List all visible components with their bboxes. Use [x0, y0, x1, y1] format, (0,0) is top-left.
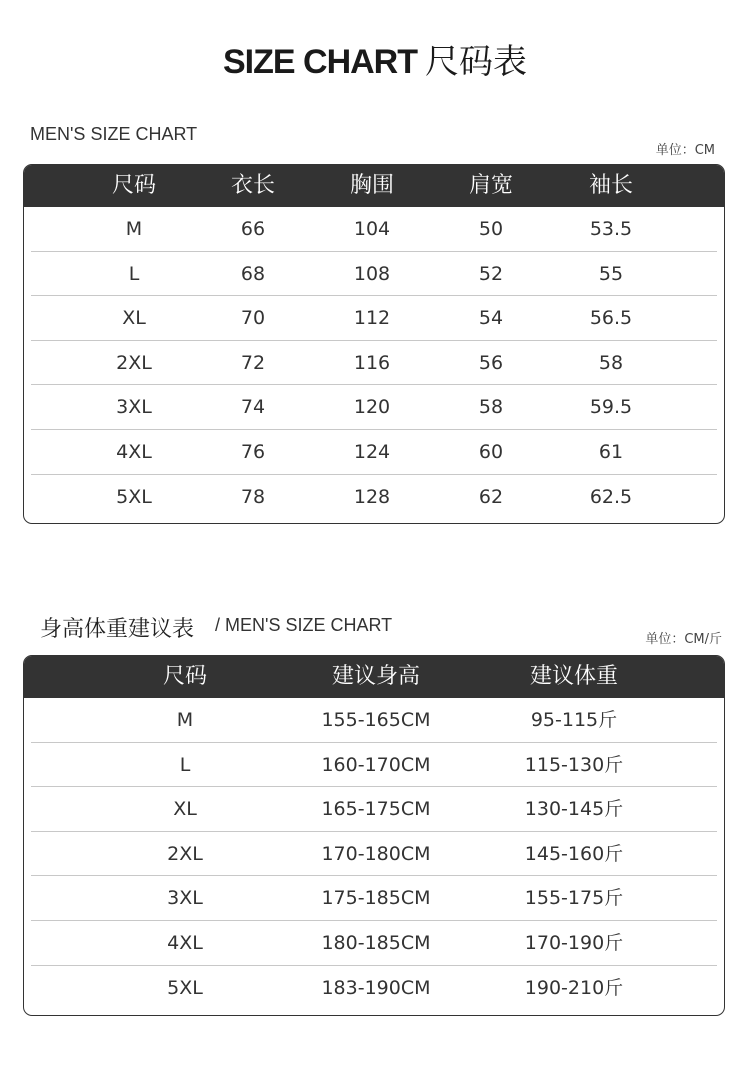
- table-cell: XL: [122, 307, 146, 330]
- table-cell: 62.5: [589, 485, 633, 508]
- column-header: 尺码: [162, 664, 207, 689]
- table-row: [31, 743, 717, 788]
- table-cell: 2XL: [116, 351, 152, 374]
- column-header: 尺码: [111, 173, 156, 198]
- size-chart-header-row: [24, 165, 724, 207]
- size-chart-subtitle: MEN'S SIZE CHART: [30, 124, 198, 144]
- table-cell: 54: [478, 307, 504, 330]
- column-header: 胸围: [349, 173, 394, 198]
- title-en: SIZE CHART: [223, 43, 417, 81]
- table-cell: 78: [240, 485, 266, 508]
- column-header: 衣长: [230, 173, 275, 198]
- table-cell: 130-145斤: [524, 798, 624, 821]
- column-header: 袖长: [588, 173, 633, 198]
- table-cell: L: [179, 753, 191, 776]
- table-cell: 58: [598, 351, 624, 374]
- table-row: [31, 832, 717, 877]
- table-cell: 55: [598, 262, 624, 285]
- table-row: [31, 787, 717, 832]
- table-cell: 56: [478, 351, 504, 374]
- table-cell: 53.5: [589, 218, 633, 240]
- table-row: [31, 698, 717, 743]
- recommend-chart-table: [23, 655, 725, 1016]
- table-cell: 68: [240, 262, 266, 285]
- table-cell: 170-190斤: [524, 931, 624, 954]
- table-row: [31, 876, 717, 921]
- table-cell: 104: [353, 218, 391, 240]
- size-chart-table: [23, 164, 725, 524]
- table-row: [31, 921, 717, 966]
- recommend-chart-subtitle-cn: 身高体重建议表: [40, 617, 195, 642]
- table-row: [31, 966, 717, 1011]
- table-cell: 76: [240, 440, 266, 463]
- table-cell: 56.5: [589, 307, 633, 330]
- table-cell: 175-185CM: [321, 887, 431, 910]
- title-cn: 尺码表: [425, 42, 527, 82]
- table-cell: 155-165CM: [321, 709, 431, 731]
- table-cell: L: [128, 262, 140, 285]
- page-title: [0, 34, 750, 83]
- table-cell: M: [125, 218, 143, 240]
- table-cell: 61: [598, 440, 624, 463]
- table-row: [31, 207, 717, 252]
- table-cell: 72: [240, 351, 266, 374]
- table-cell: 58: [478, 396, 504, 419]
- column-header: 肩宽: [468, 173, 513, 198]
- column-header: 建议体重: [529, 664, 618, 689]
- table-cell: 128: [353, 485, 391, 508]
- table-cell: 183-190CM: [321, 976, 431, 999]
- table-cell: 95-115斤: [530, 709, 618, 731]
- table-cell: 108: [353, 262, 391, 285]
- table-cell: 50: [478, 218, 504, 240]
- table-cell: 155-175斤: [524, 887, 624, 910]
- table-cell: 2XL: [167, 842, 203, 865]
- table-cell: 190-210斤: [524, 976, 624, 999]
- table-cell: 160-170CM: [321, 753, 431, 776]
- table-row: [31, 341, 717, 386]
- table-row: [31, 252, 717, 297]
- table-cell: 70: [240, 307, 266, 330]
- table-cell: 3XL: [116, 396, 152, 419]
- table-cell: 62: [478, 485, 504, 508]
- table-row: [31, 296, 717, 341]
- table-cell: XL: [173, 798, 197, 821]
- table-cell: 145-160斤: [524, 842, 624, 865]
- table-cell: 165-175CM: [321, 798, 431, 821]
- table-row: [31, 430, 717, 475]
- table-cell: 59.5: [589, 396, 633, 419]
- recommend-chart-body: [24, 698, 724, 1010]
- table-cell: 52: [478, 262, 504, 285]
- recommend-chart-subtitle-en: / MEN'S SIZE CHART: [215, 615, 393, 635]
- table-row: [31, 385, 717, 430]
- table-cell: 60: [478, 440, 504, 463]
- table-cell: M: [176, 709, 194, 731]
- table-cell: 5XL: [167, 976, 203, 999]
- table-cell: 3XL: [167, 887, 203, 910]
- table-row: [31, 475, 717, 520]
- table-cell: 66: [240, 218, 266, 240]
- table-cell: 170-180CM: [321, 842, 431, 865]
- table-cell: 74: [240, 396, 266, 419]
- column-header: 建议身高: [331, 664, 420, 689]
- size-chart-unit: 单位：CM: [655, 143, 715, 158]
- size-chart-body: [24, 207, 724, 519]
- table-cell: 180-185CM: [321, 931, 431, 954]
- table-cell: 5XL: [116, 485, 152, 508]
- table-cell: 120: [353, 396, 391, 419]
- recommend-chart-header-row: [24, 656, 724, 698]
- table-cell: 116: [353, 351, 391, 374]
- table-cell: 124: [353, 440, 391, 463]
- recommend-chart-unit: 单位：CM/斤: [645, 632, 722, 647]
- table-cell: 115-130斤: [524, 753, 624, 776]
- table-cell: 4XL: [167, 931, 203, 954]
- table-cell: 4XL: [116, 440, 152, 463]
- table-cell: 112: [353, 307, 391, 330]
